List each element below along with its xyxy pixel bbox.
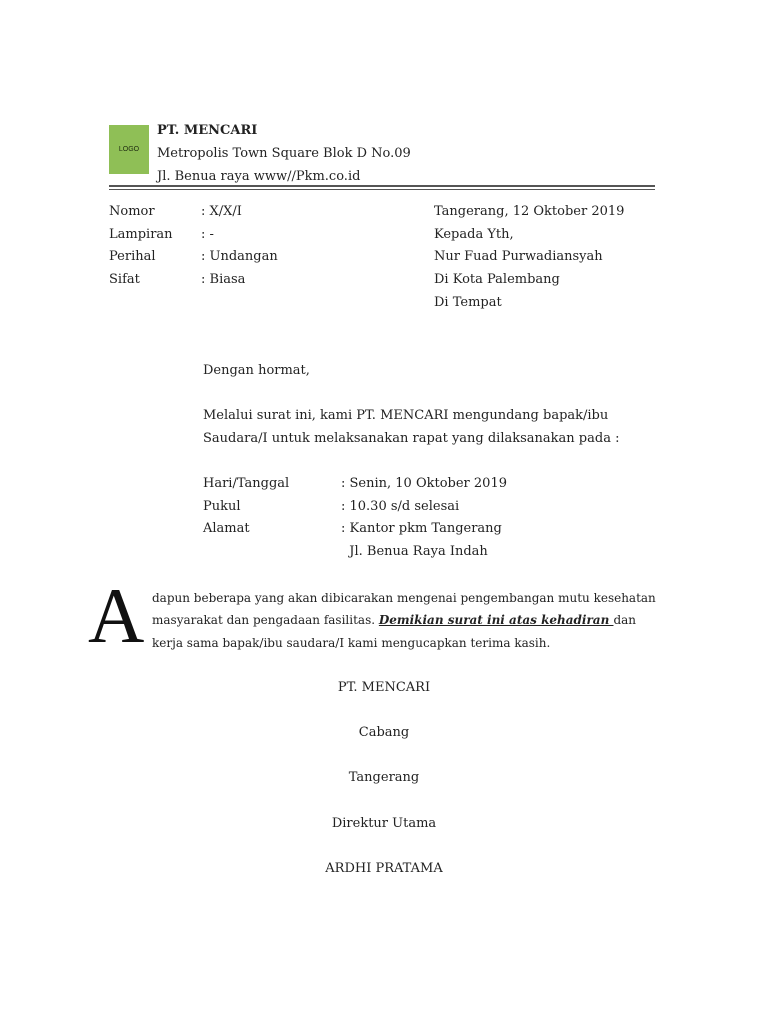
detail-value-address-line2: Jl. Benua Raya Indah [341,544,488,559]
meta-value-nomor: : X/X/I [201,204,242,219]
closing-line-2 [152,611,636,629]
meta-value-perihal: : Undangan [201,249,278,264]
signature-name: ARDHI PRATAMA [325,861,443,876]
closing-line-1: dapun beberapa yang akan dibicarakan mengenai pengembangan mutu kesehatan [152,591,656,605]
meta-label-sifat: Sifat [109,272,140,287]
recipient-city: Di Kota Palembang [434,272,560,287]
greeting: Dengan hormat, [203,363,310,378]
company-address-line1: Metropolis Town Square Blok D No.09 [157,146,411,161]
company-logo [109,125,149,174]
detail-value-address: : Kantor pkm Tangerang [341,521,502,536]
detail-label-date: Hari/Tanggal [203,476,290,491]
detail-value-time: : 10.30 s/d selesai [341,499,460,514]
signature-branch: Cabang [358,725,410,740]
detail-label-time: Pukul [203,499,241,514]
detail-value-date: : Senin, 10 Oktober 2019 [341,476,507,491]
meta-value-lampiran: : - [201,227,214,242]
letterhead-rule [109,185,655,187]
intro-line-1: Melalui surat ini, kami PT. MENCARI mengundang bapak/ibu [203,408,609,423]
signature-company: PT. MENCARI [337,680,431,695]
detail-label-address: Alamat [203,521,250,536]
meta-label-perihal: Perihal [109,249,156,264]
meta-label-nomor: Nomor [109,204,155,219]
closing-line-2-start: masyarakat dan pengadaan fasilitas. [152,613,379,627]
recipient-salutation: Kepada Yth, [434,227,514,242]
intro-line-2: Saudara/I untuk melaksanakan rapat yang dilaksanakan pada : [203,431,620,446]
closing-line-3: kerja sama bapak/ibu saudara/I kami mengucapkan terima kasih. [152,636,551,650]
meta-value-sifat: : Biasa [201,272,246,287]
recipient-name: Nur Fuad Purwadiansyah [434,249,603,264]
closing-line-2-end: dan [613,613,637,627]
closing-emphasis: Demikian surat ini atas kehadiran [378,613,614,627]
meta-label-lampiran: Lampiran [109,227,173,242]
recipient-place: Di Tempat [434,295,502,310]
signature-title: Direktur Utama [331,816,437,831]
signature-city: Tangerang [348,770,420,785]
logo-text: LOGO [118,146,140,153]
company-name: PT. MENCARI [157,123,258,138]
company-address-line2: Jl. Benua raya www//Pkm.co.id [157,169,361,184]
drop-cap: A [88,572,145,659]
letter-date: Tangerang, 12 Oktober 2019 [434,204,625,219]
letterhead-rule-thin [109,189,655,190]
